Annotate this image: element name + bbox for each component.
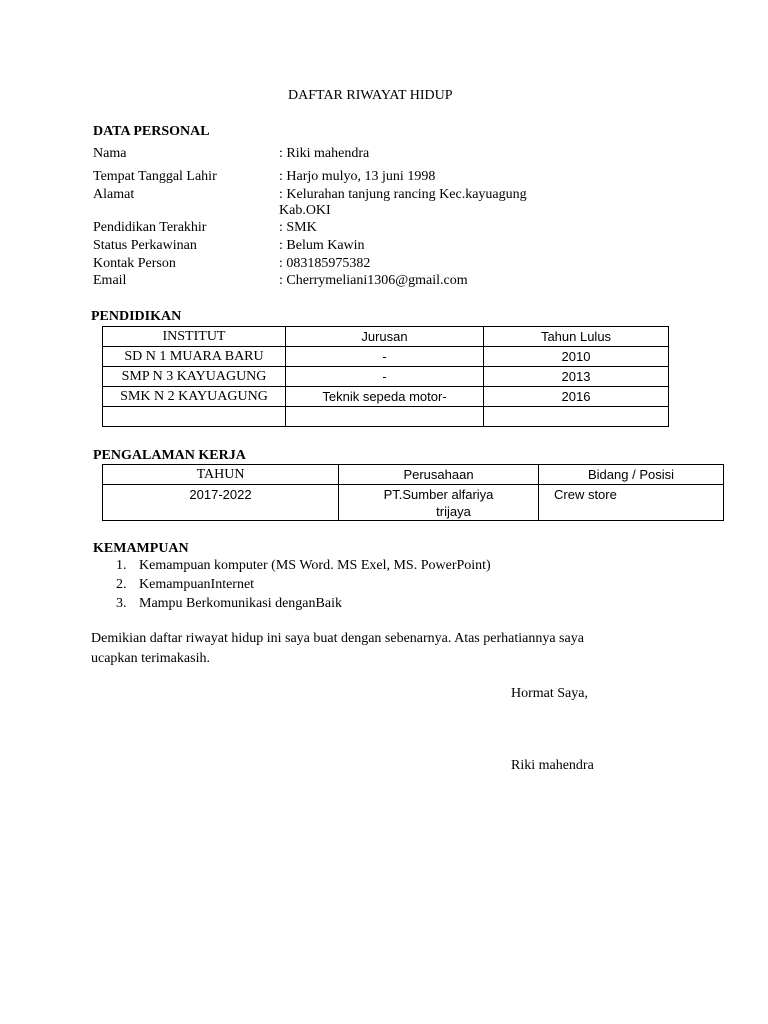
cell-tahun: 2017-2022	[103, 485, 339, 521]
cell-tahun	[484, 407, 669, 427]
skills-heading: KEMAMPUAN	[93, 541, 189, 556]
table-row	[103, 367, 669, 387]
table-header-row	[103, 327, 669, 347]
value-status: : Belum Kawin	[279, 238, 365, 253]
cell-jurusan: Teknik sepeda motor-	[286, 387, 484, 407]
cell-institut: SD N 1 MUARA BARU	[103, 347, 286, 367]
cell-jurusan	[286, 407, 484, 427]
cell-tahun: 2013	[484, 367, 669, 387]
document-title: DAFTAR RIWAYAT HIDUP	[288, 88, 453, 103]
signature-name: Riki mahendra	[511, 758, 594, 773]
table-header-row	[103, 465, 724, 485]
header-tahun-lulus: Tahun Lulus	[484, 327, 669, 347]
label-kontak: Kontak Person	[93, 256, 176, 271]
list-item: Kemampuan komputer (MS Word. MS Exel, MS. PowerPoint)	[139, 558, 491, 573]
list-item-number: 1.	[116, 558, 127, 573]
label-pendidikan: Pendidikan Terakhir	[93, 220, 207, 235]
closing-line-2: ucapkan terimakasih.	[91, 651, 210, 666]
signature-greeting: Hormat Saya,	[511, 686, 588, 701]
list-item-number: 2.	[116, 577, 127, 592]
header-perusahaan: Perusahaan	[339, 465, 539, 485]
personal-heading: DATA PERSONAL	[93, 124, 210, 139]
table-row	[103, 347, 669, 367]
cell-posisi: Crew store	[539, 485, 724, 521]
cell-jurusan: -	[286, 347, 484, 367]
work-heading: PENGALAMAN KERJA	[93, 448, 246, 463]
cell-jurusan: -	[286, 367, 484, 387]
cell-institut: SMP N 3 KAYUAGUNG	[103, 367, 286, 387]
cell-tahun: 2016	[484, 387, 669, 407]
value-ttl: : Harjo mulyo, 13 juni 1998	[279, 169, 436, 184]
cell-tahun: 2010	[484, 347, 669, 367]
value-alamat-line2: Kab.OKI	[279, 203, 331, 218]
header-institut: INSTITUT	[103, 327, 286, 347]
education-table	[102, 326, 669, 427]
cell-perusahaan	[339, 485, 539, 521]
table-row	[103, 387, 669, 407]
value-alamat: : Kelurahan tanjung rancing Kec.kayuagung	[279, 187, 527, 202]
list-item-number: 3.	[116, 596, 127, 611]
table-row	[103, 407, 669, 427]
value-email: : Cherrymeliani1306@gmail.com	[279, 273, 468, 288]
education-heading: PENDIDIKAN	[91, 309, 182, 324]
table-row	[103, 485, 724, 521]
work-table	[102, 464, 724, 521]
label-alamat: Alamat	[93, 187, 135, 202]
header-jurusan: Jurusan	[286, 327, 484, 347]
list-item: KemampuanInternet	[139, 577, 255, 592]
header-bidang: Bidang / Posisi	[539, 465, 724, 485]
company-line-2: trijaya	[436, 504, 471, 519]
cell-institut: SMK N 2 KAYUAGUNG	[103, 387, 286, 407]
label-ttl: Tempat Tanggal Lahir	[93, 169, 217, 184]
cell-institut	[103, 407, 286, 427]
value-kontak: : 083185975382	[279, 256, 371, 271]
closing-line-1: Demikian daftar riwayat hidup ini saya buat dengan sebenarnya. Atas perhatiannya saya	[91, 631, 584, 646]
list-item: Mampu Berkomunikasi denganBaik	[139, 596, 342, 611]
label-status: Status Perkawinan	[93, 238, 197, 253]
value-pendidikan: : SMK	[279, 220, 317, 235]
label-nama: Nama	[93, 146, 127, 161]
label-email: Email	[93, 273, 127, 288]
company-line-1: PT.Sumber alfariya	[383, 487, 494, 502]
header-tahun: TAHUN	[103, 465, 339, 485]
value-nama: : Riki mahendra	[279, 146, 370, 161]
